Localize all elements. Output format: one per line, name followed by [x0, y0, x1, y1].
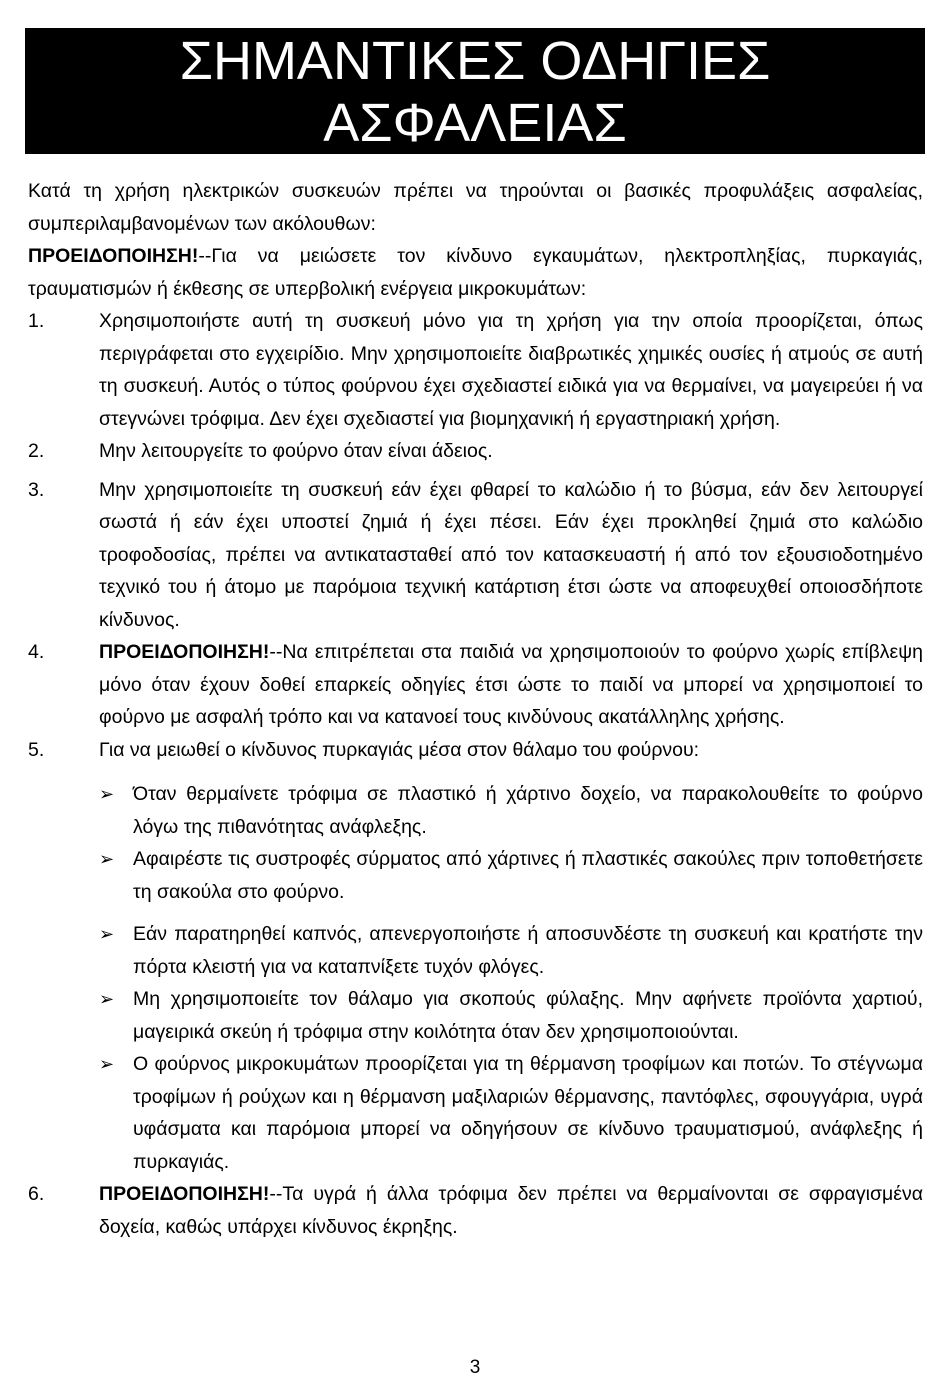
list-item — [28, 636, 923, 734]
page-title — [25, 28, 925, 154]
list-item-text — [99, 1178, 923, 1243]
bullet-item — [99, 983, 923, 1048]
bullet-list — [99, 778, 923, 1178]
list-item-number: 5. — [28, 738, 45, 761]
bullet-item — [99, 918, 923, 983]
list-item-number: 1. — [28, 310, 45, 332]
arrowhead-bullet-icon: ➢ — [99, 849, 115, 869]
bullet-text: Όταν θερμαίνετε τρόφιμα σε πλαστικό ή χάρτινο δοχείο, να παρακολουθείτε το φούρνο λόγω της πιθανότητας ανάφλεξης. — [133, 783, 923, 838]
bullet-text: Μη χρησιμοποιείτε τον θάλαμο για σκοπούς φύλαξης. Μην αφήνετε προϊόντα χαρτιού, μαγειρικά σκεύη ή τρόφιμα στην κοιλότητα όταν δεν χρησιμοποιούνται. — [133, 988, 923, 1043]
arrowhead-bullet-icon: ➢ — [99, 1054, 115, 1074]
list-item-text — [99, 636, 923, 734]
warning-label: ΠΡΟΕΙΔΟΠΟΙΗΣΗ! — [99, 1183, 270, 1205]
intro-paragraph: Κατά τη χρήση ηλεκτρικών συσκευών πρέπει να τηρούνται οι βασικές προφυλάξεις ασφαλείας, συμπεριλαμβανομένων των ακόλουθων: — [28, 180, 923, 235]
list-item-number: 4. — [28, 641, 45, 663]
bullet-text: Ο φούρνος μικροκυμάτων προορίζεται για τη θέρμανση τροφίμων και ποτών. Το στέγνωμα τροφίμων ή ρούχων και η θέρμανση μαξιλαριών θέρμανσης, παντόφλες, σφουγγάρια, υγρά υφάσματα και παρόμοια μπορεί να οδηγήσουν σε κίνδυνο τραυματισμού, ανάφλεξης ή πυρκαγιάς. — [133, 1053, 923, 1173]
warning-intro-paragraph — [28, 240, 923, 305]
arrowhead-bullet-icon: ➢ — [99, 924, 115, 944]
bullet-text: Εάν παρατηρηθεί καπνός, απενεργοποιήστε ή αποσυνδέστε τη συσκευή και κρατήστε την πόρτα κλειστή για να καταπνίξετε τυχόν φλόγες. — [133, 923, 923, 978]
page-number: 3 — [469, 1357, 481, 1378]
arrowhead-bullet-icon: ➢ — [99, 784, 115, 804]
page-title-line-2: ΑΣΦΑΛΕΙΑΣ — [323, 93, 627, 153]
list-item — [28, 474, 923, 637]
list-item-number: 3. — [28, 478, 45, 501]
list-item — [28, 1178, 923, 1243]
list-item-number: 2. — [28, 440, 45, 462]
warning-text: --Τα υγρά ή άλλα τρόφιμα δεν πρέπει να θερμαίνονται σε σφραγισμένα δοχεία, καθώς υπάρχει κίνδυνος έκρηξης. — [99, 1183, 923, 1238]
bullet-item — [99, 1048, 923, 1178]
list-item — [28, 305, 923, 435]
list-item-number: 6. — [28, 1183, 45, 1205]
bullet-item — [99, 843, 923, 908]
list-item-text: Μην χρησιμοποιείτε τη συσκευή εάν έχει φθαρεί το καλώδιο ή το βύσμα, εάν δεν λειτουργεί σωστά ή εάν έχει υποστεί ζημιά ή έχει πέσει. Εάν έχει προκληθεί ζημιά στο καλώδιο τροφοδοσίας, πρέπει να αντικατασταθεί από τον κατασκευαστή ή από τον εξουσιοδοτημένο τεχνικό του ή άτομο με παρόμοια τεχνική κατάρτιση έτσι ώστε να αποφευχθεί οποιοσδήποτε κίνδυνος. — [99, 478, 923, 631]
warning-text: --Να επιτρέπεται στα παιδιά να χρησιμοποιούν το φούρνο χωρίς επίβλεψη μόνο όταν έχουν δοθεί επαρκείς οδηγίες έτσι ώστε το παιδί να μπορεί να χρησιμοποιεί το φούρνο με ασφαλή τρόπο και να κατανοεί τους κινδύνους ακατάλληλης χρήσης. — [99, 641, 923, 728]
list-item — [28, 734, 923, 767]
warning-label: ΠΡΟΕΙΔΟΠΟΙΗΣΗ! — [99, 641, 270, 663]
bullet-text: Αφαιρέστε τις συστροφές σύρματος από χάρτινες ή πλαστικές σακούλες πριν τοποθετήσετε τη σακούλα στο φούρνο. — [133, 848, 923, 903]
arrowhead-bullet-icon: ➢ — [99, 989, 115, 1009]
warning-label: ΠΡΟΕΙΔΟΠΟΙΗΣΗ! — [28, 245, 199, 267]
list-item-text: Μην λειτουργείτε το φούρνο όταν είναι άδειος. — [99, 440, 493, 462]
list-item — [28, 435, 923, 468]
list-item-text: Χρησιμοποιήστε αυτή τη συσκευή μόνο για τη χρήση για την οποία προορίζεται, όπως περιγράφεται στο εγχειρίδιο. Μην χρησιμοποιείτε διαβρωτικές χημικές ουσίες ή ατμούς σε αυτή τη συσκευή. Αυτός ο τύπος φούρνου έχει σχεδιαστεί ειδικά για να θερμαίνει, να μαγειρεύει ή να στεγνώνει τρόφιμα. Δεν έχει σχεδιαστεί για βιομηχανική ή εργαστηριακή χρήση. — [99, 310, 923, 430]
list-item-text: Για να μειωθεί ο κίνδυνος πυρκαγιάς μέσα στον θάλαμο του φούρνου: — [99, 738, 700, 761]
page-title-line-1: ΣΗΜΑΝΤΙΚΕΣ ΟΔΗΓΙΕΣ — [179, 31, 771, 91]
warning-intro-text: --Για να μειώσετε τον κίνδυνο εγκαυμάτων, ηλεκτροπληξίας, πυρκαγιάς, τραυματισμών ή έκθεσης σε υπερβολική ενέργεια μικροκυμάτων: — [28, 245, 923, 300]
safety-instructions — [28, 175, 923, 1243]
bullet-item — [99, 778, 923, 843]
